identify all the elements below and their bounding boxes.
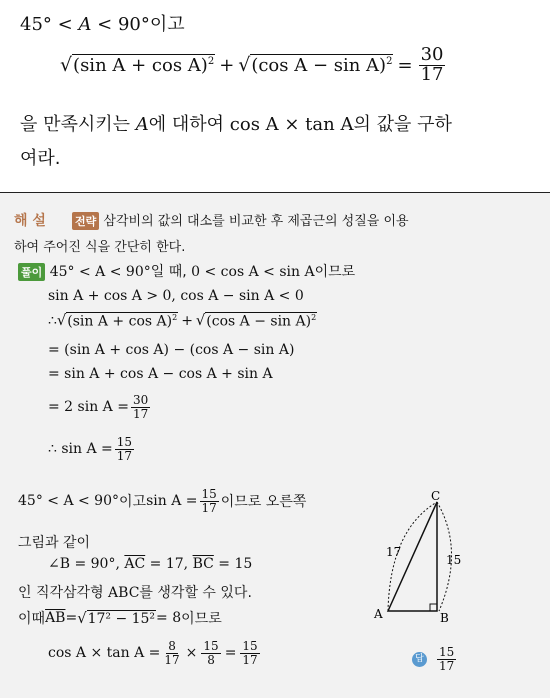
math-text: ∴ sin A = bbox=[48, 441, 113, 458]
math-text: ∠B = 90°, bbox=[48, 556, 125, 572]
condition-var: A bbox=[78, 14, 92, 35]
times-sign: × bbox=[185, 645, 198, 662]
strategy-text: 삼각비의 값의 대소를 비교한 후 제곱근의 성질을 이용 bbox=[103, 214, 409, 229]
korean-text: 이때 bbox=[18, 611, 46, 627]
korean-text: 이므로 bbox=[314, 264, 356, 280]
hypotenuse-label: 17 bbox=[386, 545, 402, 559]
numerator: 15 bbox=[439, 645, 455, 659]
answer bbox=[412, 646, 458, 672]
problem-text-line2: 여라. bbox=[20, 148, 61, 169]
text-segment: 에 대하여 bbox=[148, 114, 230, 135]
equation-term-1: (sin A + cos A) bbox=[73, 55, 208, 77]
sqrt-sign-1: √ bbox=[60, 54, 73, 77]
denominator: 17 bbox=[201, 500, 217, 515]
therefore-sign: ∴ bbox=[48, 312, 57, 329]
sqrt-body-2 bbox=[250, 54, 393, 76]
math-text: sin A = bbox=[146, 493, 198, 510]
right-angle-mark bbox=[430, 604, 437, 611]
math-text: (sin A + cos A) bbox=[67, 313, 173, 330]
math-text: = bbox=[65, 610, 78, 626]
sqrt-sign-5: √ bbox=[77, 609, 87, 627]
vertex-label-b: B bbox=[440, 611, 449, 625]
korean-text: 이므로 bbox=[181, 611, 222, 627]
text-segment: 의 값을 구하 bbox=[353, 114, 452, 135]
sqrt-body-5: 17² − 15² bbox=[87, 610, 156, 627]
numerator: 8 bbox=[168, 639, 176, 653]
part2-line3 bbox=[48, 556, 252, 572]
sqrt-sign-3: √ bbox=[56, 312, 67, 330]
text-segment: 을 만족시키는 bbox=[20, 114, 136, 135]
math-text: cos A × tan A = bbox=[48, 645, 161, 662]
solution-line3 bbox=[48, 312, 317, 330]
text-var: A bbox=[135, 114, 149, 135]
sqrt-body-4 bbox=[205, 312, 317, 330]
square-1: 2 bbox=[207, 56, 215, 68]
numerator: 15 bbox=[203, 639, 219, 653]
korean-text: 일 때, bbox=[150, 264, 192, 280]
korean-text: 이고 bbox=[119, 494, 147, 511]
solution-line6 bbox=[48, 394, 152, 420]
segment-bc: $\overline{BC}$ bbox=[192, 556, 214, 572]
rhs-fraction bbox=[419, 46, 446, 85]
sqrt-sign-4: √ bbox=[195, 312, 206, 330]
numerator: 15 bbox=[242, 639, 258, 653]
fraction bbox=[131, 394, 150, 420]
math-text: 0 < cos A < sin A bbox=[191, 264, 315, 280]
condition-suffix: < 90° bbox=[91, 14, 150, 35]
solution-line1 bbox=[18, 261, 355, 281]
solution-line5: = sin A + cos A − cos A + sin A bbox=[48, 366, 273, 382]
denominator: 17 bbox=[116, 448, 133, 463]
square-3: 2 bbox=[172, 313, 178, 322]
part2-line4 bbox=[18, 582, 252, 602]
fraction bbox=[115, 436, 134, 462]
solution-heading: 해 설 bbox=[14, 213, 46, 229]
denominator: 8 bbox=[207, 652, 215, 667]
rhs-numerator: 30 bbox=[420, 44, 444, 65]
square-4: 2 bbox=[311, 313, 317, 322]
numerator: 30 bbox=[132, 393, 149, 407]
math-text: 45° < A < 90° bbox=[49, 264, 151, 280]
fraction bbox=[240, 640, 259, 666]
answer-icon: 답 bbox=[412, 652, 427, 667]
part2-line2: 그림과 같이 bbox=[18, 535, 91, 551]
denominator: 17 bbox=[439, 658, 455, 673]
vertex-label-c: C bbox=[431, 490, 441, 503]
condition-prefix: 45° < bbox=[20, 14, 79, 35]
math-text: = 15 bbox=[213, 556, 253, 572]
final-line bbox=[48, 640, 262, 666]
solution-line7 bbox=[48, 436, 136, 462]
triangle-figure bbox=[370, 490, 480, 630]
math-text: 45° < A < 90° bbox=[18, 493, 120, 510]
korean-text: 이므로 오른쪽 bbox=[220, 494, 307, 511]
sqrt-body-3 bbox=[66, 312, 178, 330]
part2-line1 bbox=[18, 488, 306, 514]
solution-line2: sin A + cos A > 0, cos A − sin A < 0 bbox=[48, 288, 304, 304]
segment-ab: $\overline{AB}$ bbox=[45, 610, 66, 626]
math-text: ABC bbox=[108, 585, 140, 601]
segment-ac: $\overline{AC}$ bbox=[124, 556, 146, 572]
equals-sign: = bbox=[397, 54, 413, 76]
problem-equation bbox=[60, 46, 447, 85]
sqrt-sign-2: √ bbox=[238, 54, 251, 77]
answer-fraction bbox=[437, 646, 456, 672]
plus-sign: + bbox=[219, 54, 235, 76]
equals-sign: = bbox=[224, 645, 237, 662]
denominator: 17 bbox=[242, 652, 258, 667]
text-expression: cos A × tan A bbox=[229, 114, 354, 135]
strategy-line2: 하여 주어진 식을 간단히 한다. bbox=[14, 240, 186, 255]
side-label: 15 bbox=[446, 553, 462, 567]
korean-text: 인 직각삼각형 bbox=[18, 585, 109, 601]
fraction bbox=[201, 640, 220, 666]
problem-condition bbox=[20, 10, 185, 36]
denominator: 17 bbox=[164, 652, 180, 667]
problem-text-line1 bbox=[20, 110, 452, 136]
strategy-line1 bbox=[72, 210, 409, 230]
korean-text: 를 생각할 수 있다. bbox=[139, 585, 252, 601]
solution-line4: = (sin A + cos A) − (cos A − sin A) bbox=[48, 342, 295, 358]
fraction bbox=[200, 488, 219, 514]
part2-line5 bbox=[18, 608, 222, 628]
math-text: = 17, bbox=[145, 556, 193, 572]
numerator: 15 bbox=[116, 435, 133, 449]
denominator: 17 bbox=[132, 406, 149, 421]
square-2: 2 bbox=[386, 56, 393, 68]
sqrt-body-1 bbox=[72, 54, 215, 76]
numerator: 15 bbox=[201, 487, 217, 501]
solution-tag: 풀이 bbox=[18, 263, 45, 281]
equation-term-2: (cos A − sin A) bbox=[251, 55, 387, 77]
math-text: = 8 bbox=[156, 610, 182, 626]
strategy-tag: 전략 bbox=[72, 212, 99, 230]
math-text: = 2 sin A = bbox=[48, 399, 129, 416]
fraction bbox=[162, 640, 181, 666]
math-text: (cos A − sin A) bbox=[206, 313, 312, 330]
plus-sign: + bbox=[181, 312, 193, 329]
condition-connector: 이고 bbox=[149, 14, 185, 35]
rhs-denominator: 17 bbox=[420, 63, 444, 85]
vertex-label-a: A bbox=[374, 607, 383, 621]
